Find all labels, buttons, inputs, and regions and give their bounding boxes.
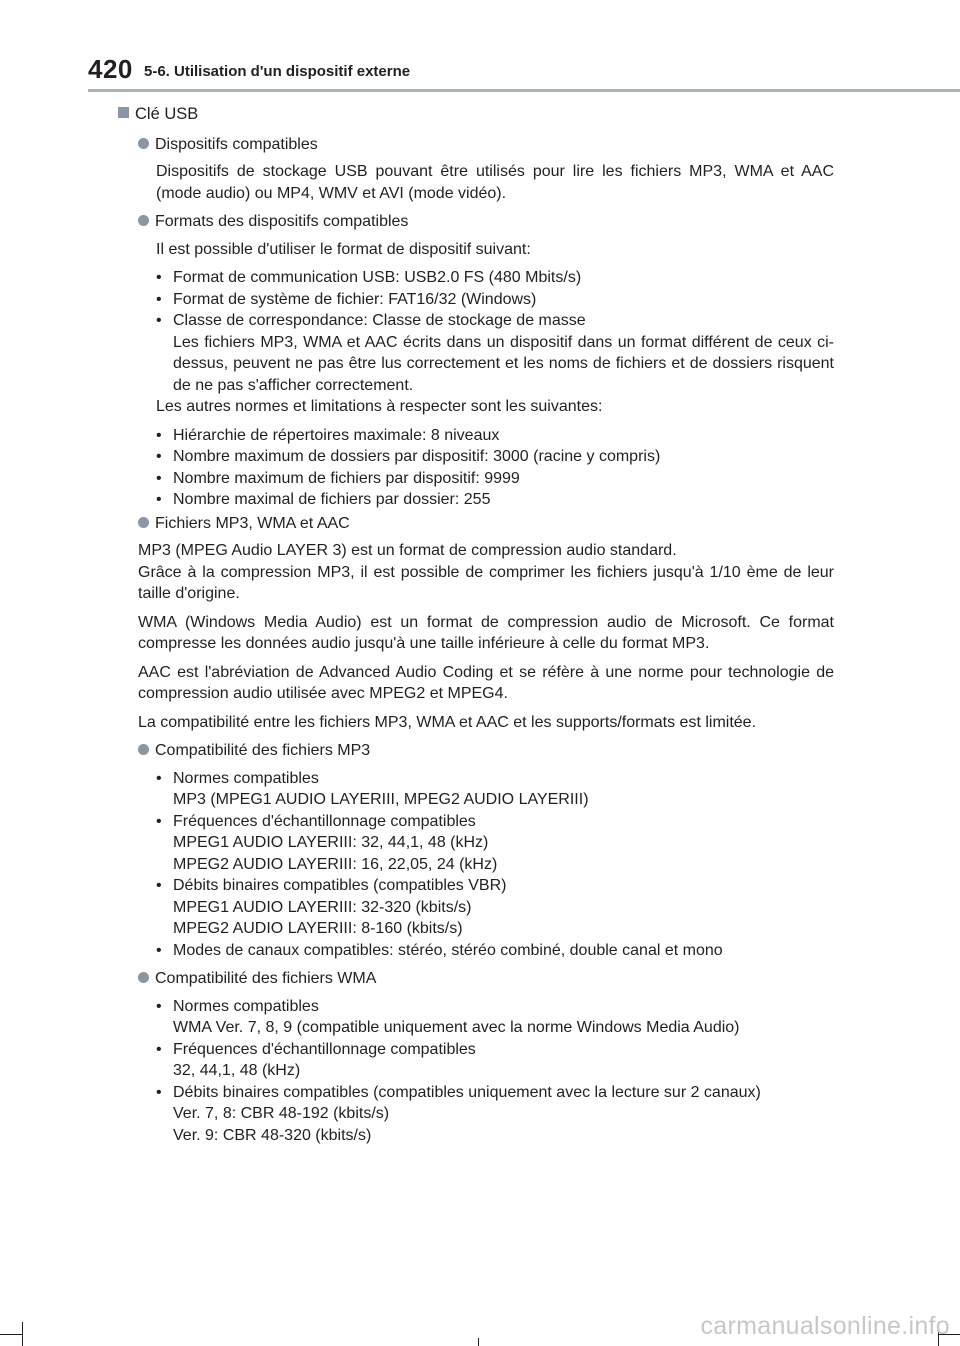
circle-bullet-icon: [138, 215, 149, 226]
circle-bullet-icon: [138, 744, 149, 755]
bullet: •: [156, 769, 162, 787]
bullet: •: [156, 877, 162, 894]
list-item: [156, 446, 834, 468]
list-item-text: Modes de canaux compatibles: stéréo, stéréo combiné, double canal et mono: [173, 941, 723, 959]
bullet: •: [156, 941, 162, 959]
list-item-detail: WMA Ver. 7, 8, 9 (compatible uniquement avec la norme Windows Media Audio): [173, 1019, 740, 1036]
list-item: [156, 425, 834, 447]
circle-bullet-icon: [138, 138, 149, 149]
list-item-text: Débits binaires compatibles (compatibles uniquement avec la lecture sur 2 canaux): [173, 1083, 761, 1101]
list-item: [156, 289, 834, 311]
mp3-compat-heading: [138, 740, 834, 762]
list-item: [156, 940, 834, 962]
bullet: •: [156, 812, 162, 830]
page-content: [118, 104, 834, 1153]
circle-bullet-icon: [138, 517, 149, 528]
list-item: [156, 875, 834, 940]
page-number: 420: [88, 54, 133, 84]
mp3-compat-list: [156, 768, 834, 962]
wma-compat-heading: [138, 968, 834, 990]
bullet: •: [156, 1083, 162, 1101]
list-item-text: Format de système de fichier: FAT16/32 (Windows): [173, 290, 537, 308]
bullet: •: [156, 448, 162, 465]
paragraph: [138, 540, 834, 562]
paragraph: WMA (Windows Media Audio) est un format de compression audio de Microsoft. Ce format compresse les données audio jusqu'à une taille inférieure à celle du format MP3.: [138, 613, 834, 652]
bullet: •: [156, 491, 162, 508]
list-item-detail: 32, 44,1, 48 (kHz): [173, 1062, 301, 1079]
bullet: •: [156, 997, 162, 1015]
list-item-detail: MPEG1 AUDIO LAYERIII: 32-320 (kbits/s): [173, 898, 472, 916]
list-item-text: Fréquences d'échantillonnage compatibles: [173, 1040, 476, 1058]
list-item-text: Débits binaires compatibles (compatibles VBR): [173, 877, 507, 894]
list-item: [156, 768, 834, 811]
compatible-devices-heading: [138, 134, 834, 156]
usb-heading-text: Clé USB: [135, 105, 199, 123]
list-item-detail: MP3 (MPEG1 AUDIO LAYERIII, MPEG2 AUDIO LAYERIII): [173, 791, 589, 808]
square-bullet-icon: [118, 107, 129, 118]
compatible-devices-title: Dispositifs compatibles: [155, 135, 318, 153]
list-item-detail: Ver. 7, 8: CBR 48-192 (kbits/s): [173, 1105, 390, 1122]
list-item-text: Normes compatibles: [173, 769, 319, 787]
header-rule: [88, 89, 960, 92]
list-item-detail: MPEG2 AUDIO LAYERIII: 8-160 (kbits/s): [173, 920, 463, 937]
limits-list: [156, 425, 834, 511]
bullet: •: [156, 1040, 162, 1058]
file-formats-heading: [138, 513, 834, 535]
paragraph: Grâce à la compression MP3, il est possible de comprimer les fichiers jusqu'à 1/10 ème de leur taille d'origine.: [138, 563, 834, 602]
device-formats-title: Formats des dispositifs compatibles: [155, 213, 409, 230]
paragraph: La compatibilité entre les fichiers MP3, WMA et AAC et les supports/formats est limitée.: [138, 713, 757, 731]
watermark: carmanualsonline.info: [700, 1312, 950, 1340]
device-formats-list: [156, 267, 834, 396]
limits-intro: Les autres normes et limitations à respecter sont les suivantes:: [156, 398, 603, 415]
paragraph-text: MP3 (MPEG Audio LAYER 3) est un format de compression audio standard.: [138, 542, 677, 559]
list-item: [156, 489, 834, 511]
device-formats-intro: Il est possible d'utiliser le format de dispositif suivant:: [156, 240, 531, 258]
list-item-text: Classe de correspondance: Classe de stockage de masse: [173, 312, 586, 329]
section-title: 5-6. Utilisation d'un dispositif externe: [144, 63, 411, 80]
list-item-detail: MPEG1 AUDIO LAYERIII: 32, 44,1, 48 (kHz): [173, 834, 489, 851]
bullet: •: [156, 290, 162, 308]
list-item-text: Nombre maximal de fichiers par dossier: 255: [173, 491, 491, 508]
bullet: •: [156, 269, 162, 286]
list-item: [156, 468, 834, 490]
list-item: [156, 1039, 834, 1082]
list-item-detail: Ver. 9: CBR 48-320 (kbits/s): [173, 1126, 372, 1144]
usb-heading: [118, 104, 834, 126]
list-item: [156, 1082, 834, 1147]
list-item-text: Nombre maximum de dossiers par dispositif: 3000 (racine y compris): [173, 448, 661, 465]
wma-compat-title: Compatibilité des fichiers WMA: [155, 970, 377, 987]
list-item: [156, 267, 834, 289]
list-item-note: Les fichiers MP3, WMA et AAC écrits dans un dispositif dans un format différent de ceux ci-dessus, peuvent ne pas être lus correctement et les noms de fichiers et de dossiers risquent de ne pas s'afficher correctement.: [173, 333, 834, 394]
list-item-text: Nombre maximum de fichiers par dispositif: 9999: [173, 469, 520, 487]
list-item-detail: MPEG2 AUDIO LAYERIII: 16, 22,05, 24 (kHz): [173, 855, 498, 873]
crop-mark: [22, 1322, 23, 1346]
bullet: •: [156, 312, 162, 329]
page-header: [0, 0, 960, 95]
list-item: [156, 996, 834, 1039]
wma-compat-list: [156, 996, 834, 1147]
file-formats-title: Fichiers MP3, WMA et AAC: [155, 514, 350, 532]
crop-mark: [0, 1334, 22, 1335]
circle-bullet-icon: [138, 972, 149, 983]
list-item-text: Normes compatibles: [173, 997, 319, 1015]
paragraph: AAC est l'abréviation de Advanced Audio Coding et se réfère à une norme pour technologie de compression audio utilisée avec MPEG2 et MPEG4.: [138, 663, 834, 702]
list-item: [156, 310, 834, 396]
list-item-text: Format de communication USB: USB2.0 FS (480 Mbits/s): [173, 269, 582, 286]
compatible-devices-text: Dispositifs de stockage USB pouvant être utilisés pour lire les fichiers MP3, WMA et AAC (mode audio) ou MP4, WMV et AVI (mode vidéo).: [156, 163, 834, 202]
device-formats-heading: [138, 211, 834, 233]
list-item-text: Fréquences d'échantillonnage compatibles: [173, 812, 476, 830]
bullet: •: [156, 469, 162, 487]
crop-mark: [478, 1338, 479, 1346]
mp3-compat-title: Compatibilité des fichiers MP3: [155, 742, 371, 759]
list-item: [156, 811, 834, 876]
bullet: •: [156, 426, 162, 444]
list-item-text: Hiérarchie de répertoires maximale: 8 niveaux: [173, 426, 500, 444]
